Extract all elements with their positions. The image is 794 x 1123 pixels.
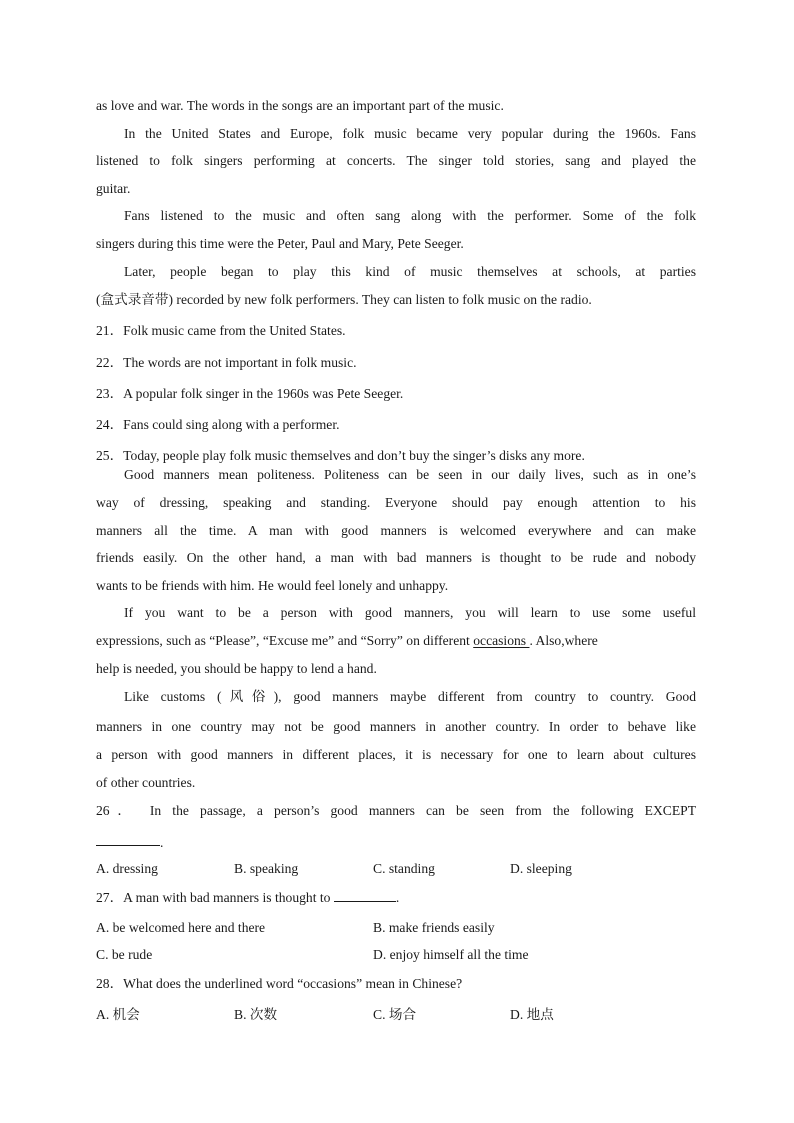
passage2-line7-after: . Also,where (529, 633, 598, 648)
question-23: 23．A popular folk singer in the 1960s was Pete Seeger. (96, 386, 404, 401)
passage1-line6: singers during this time were the Peter, Paul and Mary, Pete Seeger. (96, 236, 464, 251)
passage1-line7: Later, people began to play this kind of music themselves at schools, at parties (124, 264, 696, 279)
passage2-line4: friends easily. On the other hand, a man with bad manners is thought to be rude and nobody (96, 550, 696, 565)
passage2-line11: a person with good manners in different places, it is necessary for one to learn about cultures (96, 747, 696, 762)
question-24: 24．Fans could sing along with a performer. (96, 417, 340, 432)
passage2-line2: way of dressing, speaking and standing. Everyone should pay enough attention to his (96, 495, 696, 510)
passage2-line8: help is needed, you should be happy to lend a hand. (96, 661, 377, 676)
passage2-line7-before: expressions, such as “Please”, “Excuse me” and “Sorry” on different (96, 633, 474, 648)
question-21: 21．Folk music came from the United States. (96, 323, 346, 338)
question-26-option-a: A. dressing (96, 861, 158, 876)
question-27-end: . (395, 890, 400, 905)
passage2-line5: wants to be friends with him. He would feel lonely and unhappy. (96, 578, 449, 593)
passage2-line1: Good manners mean politeness. Politeness can be seen in our daily lives, such as in one’s (124, 467, 696, 482)
question-26-option-d: D. sleeping (510, 861, 572, 876)
passage2-line10: manners in one country may not be good manners in another country. In order to behave like (96, 719, 696, 734)
passage2-line6: If you want to be a person with good manners, you will learn to use some useful (124, 605, 696, 620)
passage2-line7 (96, 632, 696, 650)
question-27-stem: 27．A man with bad manners is thought to (96, 890, 334, 905)
question-26-answer-blank (96, 833, 160, 846)
question-27-option-a: A. be welcomed here and there (96, 920, 266, 935)
question-27-answer-blank (334, 889, 396, 902)
question-28-option-d: D. 地点 (510, 1007, 554, 1022)
passage1-line8: (盒式录音带) recorded by new folk performers. They can listen to folk music on the radio. (96, 292, 592, 307)
passage1-line1: as love and war. The words in the songs are an important part of the music. (96, 98, 504, 113)
passage1-line5: Fans listened to the music and often sang along with the performer. Some of the folk (124, 208, 696, 223)
question-26-stem: 26． In the passage, a person’s good manners can be seen from the following EXCEPT (96, 803, 696, 818)
question-25: 25．Today, people play folk music themselves and don’t buy the singer’s disks any more. (96, 448, 585, 463)
question-27-option-c: C. be rude (96, 947, 153, 962)
question-28-option-a: A. 机会 (96, 1007, 140, 1022)
question-27-option-d: D. enjoy himself all the time (373, 947, 529, 962)
question-28-option-c: C. 场合 (373, 1007, 417, 1022)
passage2-line9: Like customs (风俗), good manners maybe different from country to country. Good (124, 689, 696, 704)
passage2-line12: of other countries. (96, 775, 196, 790)
passage1-line4: guitar. (96, 181, 131, 196)
underlined-word-occasions: occasions (473, 633, 530, 648)
question-26-option-b: B. speaking (234, 861, 299, 876)
question-27-stem-line (96, 889, 696, 907)
question-28-stem: 28．What does the underlined word “occasions” mean in Chinese? (96, 976, 463, 991)
question-26-option-c: C. standing (373, 861, 435, 876)
question-27-option-b: B. make friends easily (373, 920, 495, 935)
question-26-end: . (160, 835, 164, 850)
passage1-line2: In the United States and Europe, folk music became very popular during the 1960s. Fans (124, 126, 696, 141)
question-22: 22．The words are not important in folk music. (96, 355, 357, 370)
question-28-option-b: B. 次数 (234, 1007, 278, 1022)
passage2-line3: manners all the time. A man with good manners is welcomed everywhere and can make (96, 523, 696, 538)
passage1-line3: listened to folk singers performing at concerts. The singer told stories, sang and played the (96, 153, 696, 168)
